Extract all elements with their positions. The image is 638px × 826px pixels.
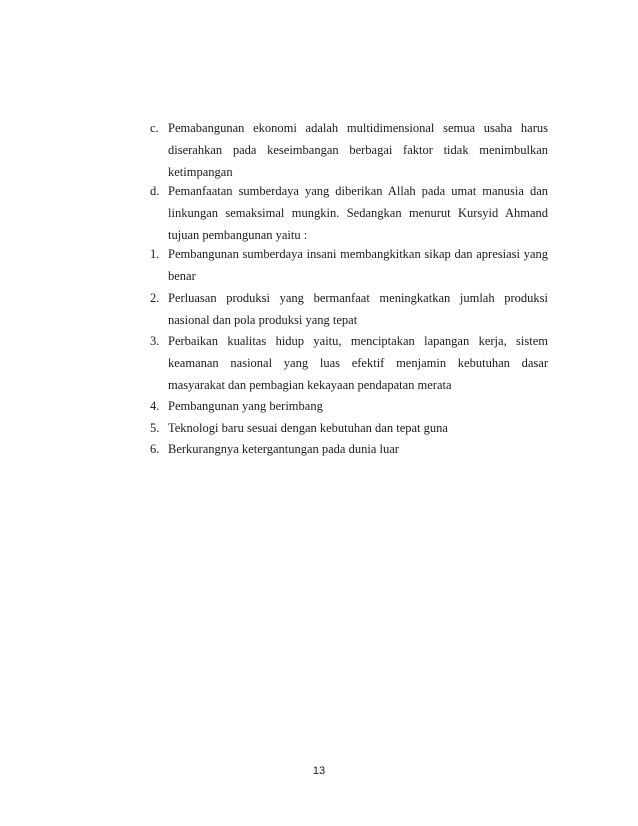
text-line: tujuan pembangunan yaitu :: [168, 228, 308, 242]
list-marker: 5.: [150, 421, 160, 435]
text-line: benar: [168, 269, 196, 283]
page-number: 13: [312, 765, 326, 777]
text-line: Teknologi baru sesuai dengan kebutuhan dan tepat guna: [168, 421, 448, 435]
text-line: Pembangunan sumberdaya insani membangkitkan sikap dan apresiasi yang: [168, 247, 548, 261]
list-marker: c.: [150, 121, 159, 135]
text-line: ketimpangan: [168, 165, 233, 179]
text-line: Berkurangnya ketergantungan pada dunia luar: [168, 442, 399, 456]
list-marker: 4.: [150, 399, 160, 413]
text-line: Pemabangunan ekonomi adalah multidimensional semua usaha harus: [168, 121, 548, 135]
text-line: Pembangunan yang berimbang: [168, 399, 323, 413]
text-line: linkungan semaksimal mungkin. Sedangkan menurut Kursyid Ahmand: [168, 206, 548, 220]
list-marker: 3.: [150, 334, 160, 348]
list-marker: 1.: [150, 247, 160, 261]
list-marker: 6.: [150, 442, 160, 456]
text-line: diserahkan pada keseimbangan berbagai faktor tidak menimbulkan: [168, 143, 548, 157]
text-line: nasional dan pola produksi yang tepat: [168, 313, 358, 327]
text-line: Perbaikan kualitas hidup yaitu, menciptakan lapangan kerja, sistem: [168, 334, 548, 348]
text-line: Pemanfaatan sumberdaya yang diberikan Allah pada umat manusia dan: [168, 184, 548, 198]
list-marker: d.: [150, 184, 160, 198]
text-line: Perluasan produksi yang bermanfaat meningkatkan jumlah produksi: [168, 291, 548, 305]
list-marker: 2.: [150, 291, 160, 305]
text-line: masyarakat dan pembagian kekayaan pendapatan merata: [168, 378, 452, 392]
text-line: keamanan nasional yang luas efektif menjamin kebutuhan dasar: [168, 356, 548, 370]
